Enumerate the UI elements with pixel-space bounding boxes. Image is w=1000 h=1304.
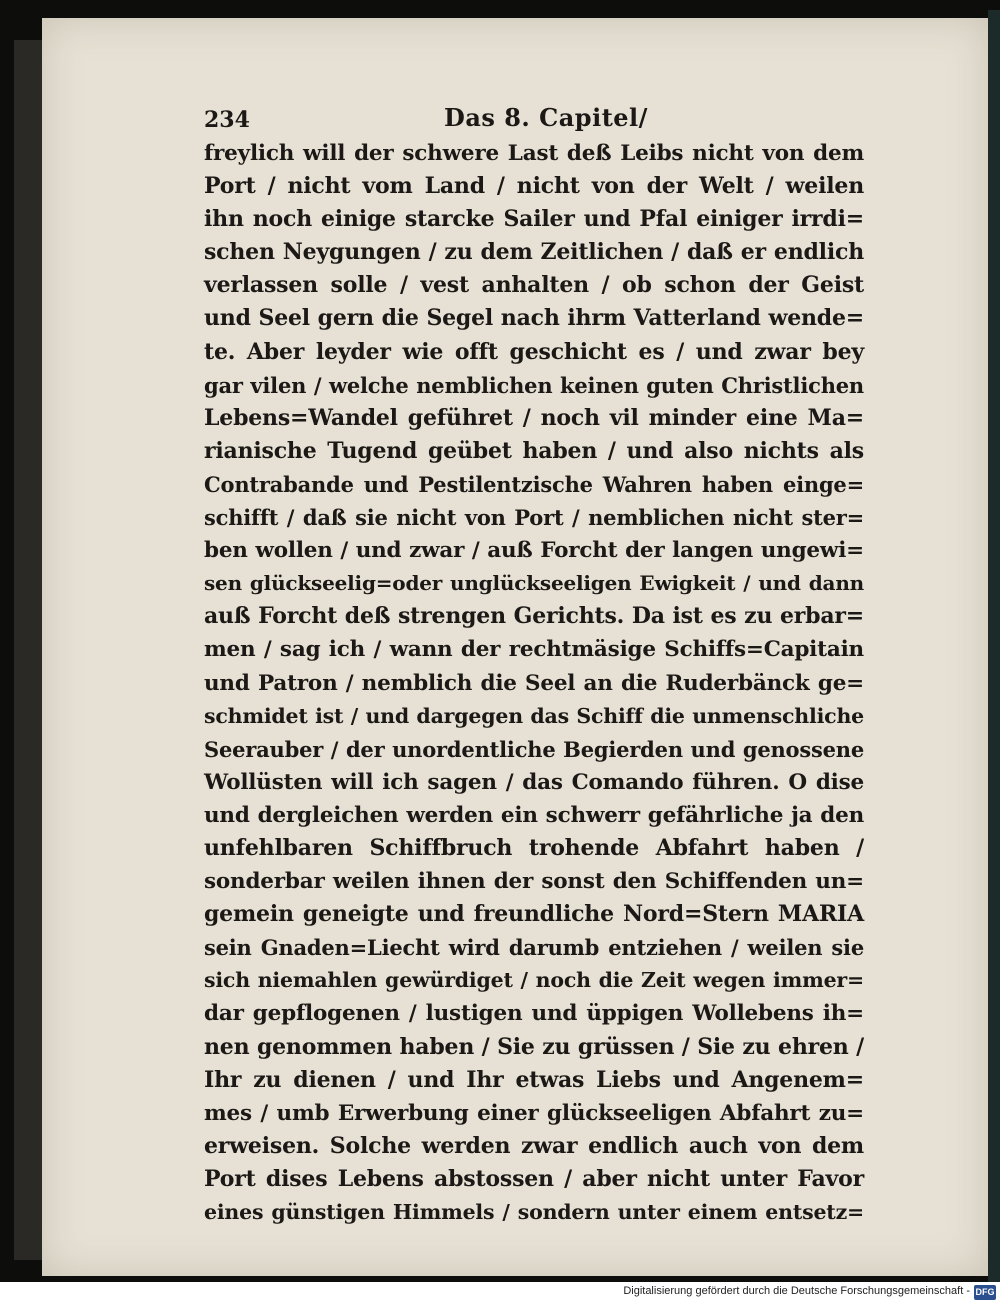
running-head: Das 8. Capitel/ xyxy=(444,103,648,132)
text-line: gemein geneigte und freundliche Nord=Stern MARIA xyxy=(204,901,864,928)
text-line: te. Aber leyder wie offt geschicht es / und zwar bey xyxy=(204,338,864,365)
text-line: gar vilen / welche nemblichen keinen guten Christlichen xyxy=(204,372,864,398)
text-line: eines günstigen Himmels / sondern unter einem entsetz= xyxy=(204,1200,864,1224)
text-line: Ihr zu dienen / und Ihr etwas Liebs und Angenem= xyxy=(204,1066,864,1093)
text-line: Port dises Lebens abstossen / aber nicht unter Favor xyxy=(204,1165,864,1192)
text-line: dar gepflogenen / lustigen und üppigen Wollebens ih= xyxy=(204,1001,864,1027)
text-line: schen Neygungen / zu dem Zeitlichen / daß er endlich xyxy=(204,239,864,266)
text-line: erweisen. Solche werden zwar endlich auch von dem xyxy=(204,1132,864,1159)
text-line: schmidet ist / und dargegen das Schiff die unmenschliche xyxy=(204,703,864,728)
text-line: und Seel gern die Segel nach ihrm Vatterland wende= xyxy=(204,305,864,332)
text-line: und Patron / nemblich die Seel an die Ruderbänck ge= xyxy=(204,670,864,696)
text-line: men / sag ich / wann der rechtmäsige Schiffs=Capitain xyxy=(204,637,864,663)
text-line: nen genommen haben / Sie zu grüssen / Sie zu ehren / xyxy=(204,1033,864,1060)
dfg-logo: DFG xyxy=(974,1285,996,1300)
text-line: und dergleichen werden ein schwerr gefährliche ja den xyxy=(204,802,864,828)
text-line: sonderbar weilen ihnen der sonst den Schiffenden un= xyxy=(204,869,864,895)
text-line: sein Gnaden=Liecht wird darumb entziehen / weilen sie xyxy=(204,935,864,961)
page-header xyxy=(204,103,864,139)
text-line: Contrabande und Pestilentzische Wahren haben einge= xyxy=(204,471,864,497)
text-line: Seerauber / der unordentliche Begierden und genossene xyxy=(204,736,864,762)
text-line: schifft / daß sie nicht von Port / nemblichen nicht ster= xyxy=(204,505,864,531)
text-line: sen glückseelig=oder unglückseeligen Ewigkeit / und dann xyxy=(204,571,864,596)
body-text xyxy=(204,137,864,1229)
text-line: unfehlbaren Schiffbruch trohende Abfahrt haben / xyxy=(204,834,864,861)
book-edge-right xyxy=(988,10,1000,1282)
text-line: auß Forcht deß strengen Gerichts. Da ist es zu erbar= xyxy=(204,603,864,630)
text-line: ihn noch einige starcke Sailer und Pfal einiger irrdi= xyxy=(204,206,864,233)
funding-credit: Digitalisierung gefördert durch die Deutsche Forschungsgemeinschaft - xyxy=(623,1285,970,1297)
text-line: Lebens=Wandel geführet / noch vil minder eine Ma= xyxy=(204,404,864,431)
text-line: freylich will der schwere Last deß Leibs nicht von dem xyxy=(204,141,864,166)
footer-bar xyxy=(0,1282,1000,1304)
book-edge-left xyxy=(14,40,42,1260)
text-line: mes / umb Erwerbung einer glückseeligen Abfahrt zu= xyxy=(204,1100,864,1126)
text-line: sich niemahlen gewürdiget / noch die Zeit wegen immer= xyxy=(204,968,864,993)
text-line: rianische Tugend geübet haben / und also nichts als xyxy=(204,437,864,464)
text-line: ben wollen / und zwar / auß Forcht der langen ungewi= xyxy=(204,538,864,564)
text-line: Port / nicht vom Land / nicht von der Welt / weilen xyxy=(204,173,864,200)
text-line: verlassen solle / vest anhalten / ob schon der Geist xyxy=(204,272,864,299)
text-line: Wollüsten will ich sagen / das Comando führen. O dise xyxy=(204,769,864,795)
page-number: 234 xyxy=(204,107,250,133)
